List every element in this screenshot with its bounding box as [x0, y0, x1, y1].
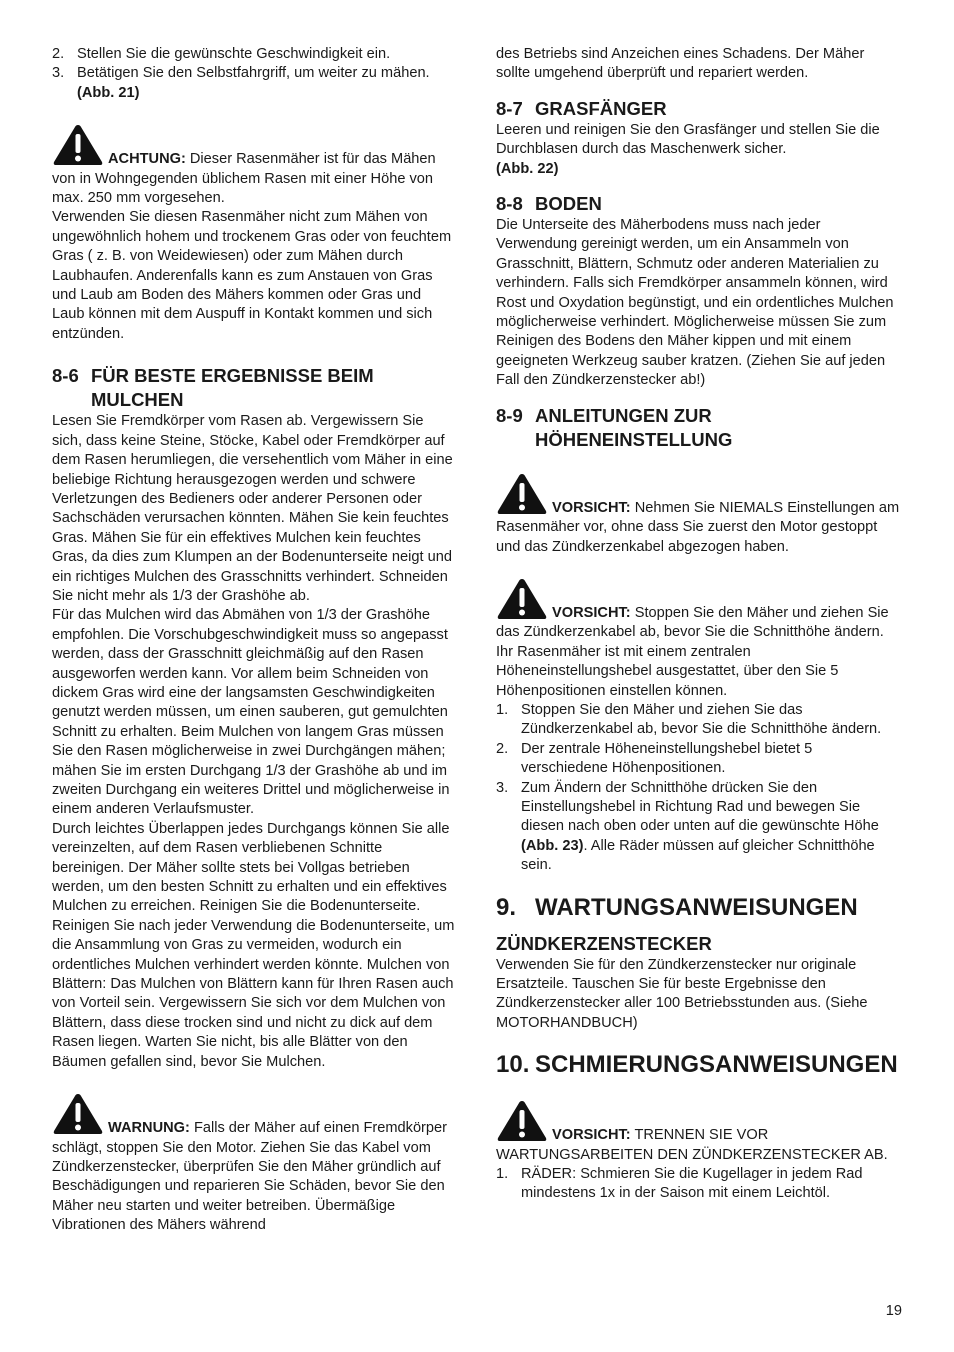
section-heading-8-9 — [496, 404, 901, 452]
page-number: 19 — [885, 1303, 902, 1319]
vorsicht-label: VORSICHT: — [552, 499, 631, 516]
section-title-line: ANLEITUNGEN ZUR — [535, 404, 712, 426]
section-title: BODEN — [535, 193, 602, 215]
chapter-number: 10. — [496, 1051, 530, 1079]
warnung-label: WARNUNG: — [108, 1120, 190, 1137]
warning-triangle-icon — [52, 1092, 104, 1136]
lubrication-steps — [496, 1165, 901, 1204]
section-number: 8-9 — [496, 404, 523, 426]
section-title-line: HÖHENEINSTELLUNG — [535, 428, 733, 450]
paragraph: Ihr Rasenmäher ist mit einem zentralen Höheneinstellungshebel ausgestattet, über den Sie 5 Höhenpositionen einstellen können. — [496, 643, 839, 699]
vorsicht-text: Stoppen Sie den Mäher und ziehen Sie das Zündkerzenkabel ab, bevor Sie die Schnitthöhe ändern. — [496, 604, 889, 641]
figure-ref: (Abb. 23) — [521, 837, 584, 854]
section-heading-8-8 — [496, 192, 901, 216]
paragraph: des Betriebs sind Anzeichen eines Schadens. Der Mäher sollte umgehend überprüft und repariert werden. — [496, 46, 865, 82]
chapter-heading-9 — [496, 894, 901, 922]
section-title-line: FÜR BESTE ERGEBNISSE BEIM — [91, 365, 374, 387]
list-item — [52, 45, 457, 64]
vorsicht-text: Nehmen Sie NIEMALS Einstellungen am Rasenmäher vor, ohne dass Sie zuerst den Motor gestoppt und das Zündkerzenkabel abgezogen haben. — [496, 499, 900, 555]
vorsicht-text: TRENNEN SIE VOR WARTUNGSARBEITEN DEN ZÜNDKERZENSTECKER AB. — [496, 1127, 888, 1163]
list-number: 2. — [52, 46, 65, 62]
list-item — [496, 740, 901, 779]
paragraph: Reinigen Sie nach jeder Verwendung die Bodenunterseite, um die Ansammlung von Gras zu vermeiden, wodurch ein ordentliches Mulchen verhindert werden könnte. Mulchen von Blättern: Das Mulchen von Blättern kann für Ihren Rasen auch von Vorteil sein. Vergewissern Sie sich vor dem Mulchen von Blättern, dass diese trocken sind und nicht zu dick auf dem Rasen liegen. Warten Sie nicht, bis alle Blätter von den Bäumen gefallen sind, bevor Sie Mulchen. — [52, 917, 455, 1070]
achtung-label: ACHTUNG: — [108, 151, 186, 168]
list-item — [52, 64, 457, 103]
vorsicht-notice — [496, 577, 901, 643]
left-column — [52, 45, 457, 1236]
list-item — [496, 779, 901, 876]
warning-triangle-icon — [496, 577, 548, 621]
list-number: 2. — [496, 740, 509, 757]
continued-steps — [52, 45, 457, 103]
warnung-notice — [52, 1092, 457, 1235]
height-steps — [496, 701, 901, 876]
paragraph: Durch leichtes Überlappen jedes Durchgangs können Sie alle vereinzelten, auf dem Rasen verbliebenen Schnitte bereinigen. Der Mäher sollte stets bei Vollgas betrieben werden, um den besten Schnitt zu erhalten und ein effektives Mulchen zu erreichen. Reinigen Sie die Bodenunterseite. — [52, 820, 450, 915]
list-number: 1. — [496, 1166, 509, 1183]
achtung-notice — [52, 123, 457, 208]
list-text: RÄDER: Schmieren Sie die Kugellager in jedem Rad mindestens 1x in der Saison mit einem Leichtöl. — [521, 1166, 863, 1202]
list-text: . Alle Räder müssen auf gleicher Schnitthöhe sein. — [521, 837, 875, 874]
warning-triangle-icon — [496, 1099, 548, 1143]
section-number: 8-7 — [496, 97, 523, 119]
achtung-text: Dieser Rasenmäher ist für das Mähen von in Wohngegenden üblichem Rasen mit einer Höhe von max. 250 mm vorgesehen. — [52, 151, 436, 207]
paragraph: Lesen Sie Fremdkörper vom Rasen ab. Vergewissern Sie sich, dass keine Steine, Stöcke, Kabel oder Fremdkörper auf dem Rasen herumliegen, die versehentlich vom Mäher in eine beliebige Richtung herausgezogen werden und schwere Verletzungen des Bedieners oder anderer Personen oder Sachschäden verursachen könnten. Mähen Sie kein feuchtes Gras. Mähen Sie für ein effektives Mulchen kein feuchtes Gras, da dies zum Klumpen an der Bodenunterseite neigt und ein richtiges Mulchen des Grasschnitts verhindert. Schneiden Sie nicht mehr als 1/3 der Grashöhe ab. — [52, 413, 453, 604]
vorsicht-label: VORSICHT: — [552, 604, 631, 621]
list-text: Zum Ändern der Schnitthöhe drücken Sie den Einstellungshebel in Richtung Rad und bewegen Sie diesen nach oben oder unten auf die gewünschte Höhe — [521, 779, 879, 835]
section-number: 8-8 — [496, 193, 523, 215]
warning-triangle-icon — [52, 123, 104, 167]
list-text: Stoppen Sie den Mäher und ziehen Sie das Zündkerzenkabel ab, bevor Sie die Schnitthöhe ändern. — [521, 701, 882, 738]
figure-ref: (Abb. 21) — [77, 84, 140, 101]
paragraph: Die Unterseite des Mäherbodens muss nach jeder Verwendung gereinigt werden, um ein Ansammeln von Grasschnitt, Blättern, Schmutz oder anderen Materialien zu verhindern. Falls sich Fremdkörper ansammeln können, wird Rost und Oxydation begünstigt, und ein ordentliches Mulchen möglicherweise verhindert. Möglicherweise müssen Sie zum Reinigen des Bodens den Mäher kippen und mit einem geeigneten Werkzeug sauber kratzen. (Ziehen Sie auf jeden Fall den Zündkerzenstecker ab!) — [496, 217, 894, 389]
paragraph: Verwenden Sie diesen Rasenmäher nicht zum Mähen von ungewöhnlich hohem und trockenem Gras oder von feuchtem Gras ( z. B. von Weidewiesen) oder zum Mähen durch Laubhaufen. Anderenfalls kann es zum Anstauen von Gras und Laub am Boden des Mähers kommen oder Gras und Laub können mit dem Auspuff in Kontakt kommen und sich entzünden. — [52, 209, 452, 342]
vorsicht-notice — [496, 472, 901, 557]
chapter-number: 9. — [496, 893, 517, 921]
vorsicht-notice — [496, 1099, 901, 1165]
list-text: Der zentrale Höheneinstellungshebel bietet 5 verschiedene Höhenpositionen. — [521, 740, 813, 777]
paragraph: Leeren und reinigen Sie den Grasfänger und stellen Sie die Durchblasen durch das Maschenwerk sicher. — [496, 121, 880, 158]
section-title: GRASFÄNGER — [535, 97, 667, 119]
figure-ref: (Abb. 22) — [496, 160, 559, 177]
paragraph: Für das Mulchen wird das Abmähen von 1/3 der Grashöhe empfohlen. Die Vorschubgeschwindigkeit muss so angepasst werden, dass der Grasschnitt gleichmäßig auf den Rasen ausgeworfen werden kann. Vor allem beim Schneiden von dickem Gras wird eine der langsamsten Geschwindigkeiten genutzt werden müssen, um einen sauberen, gut gemulchten Schnitt zu erhalten. Beim Mulchen von langem Gras müssen Sie den Rasen möglicherweise in zwei Durchgängen mähen; mähen Sie im ersten Durchgang 1/3 der Grashöhe ab und im zweiten Durchgang ein weiteres Drittel und möglicherweise in einem anderen Verlaufsmuster. — [52, 607, 450, 818]
section-heading-8-7 — [496, 97, 901, 121]
subsection-heading: ZÜNDKERZENSTECKER — [496, 932, 712, 954]
list-item — [496, 1165, 901, 1204]
list-item — [496, 701, 901, 740]
list-text: Betätigen Sie den Selbstfahrgriff, um weiter zu mähen. — [77, 65, 430, 82]
list-number: 1. — [496, 701, 509, 718]
section-heading-8-6 — [52, 364, 457, 412]
warnung-text: Falls der Mäher auf einen Fremdkörper schlägt, stoppen Sie den Motor. Ziehen Sie das Kabel vom Zündkerzenstecker, überprüfen Sie den Mäher gründlich auf Beschädigungen und reparieren Sie Schäden, bevor Sie den Mäher neu starten und weiter betreiben. Übermäßige Vibrationen des Mähers während — [52, 1120, 448, 1234]
chapter-title: WARTUNGSANWEISUNGEN — [535, 893, 858, 921]
chapter-title: SCHMIERUNGSANWEISUNGEN — [535, 1051, 898, 1079]
list-number: 3. — [52, 65, 65, 82]
section-number: 8-6 — [52, 365, 79, 387]
warning-triangle-icon — [496, 472, 548, 516]
right-column — [496, 45, 901, 1204]
chapter-heading-10 — [496, 1051, 901, 1079]
vorsicht-label: VORSICHT: — [552, 1127, 631, 1144]
section-title-line: MULCHEN — [91, 389, 184, 411]
list-number: 3. — [496, 779, 509, 796]
paragraph: Verwenden Sie für den Zündkerzenstecker nur originale Ersatzteile. Tauschen Sie für beste Ergebnisse den Zündkerzenstecker aller 100 Betriebsstunden aus. (Siehe MOTORHANDBUCH) — [496, 956, 868, 1031]
list-text: Stellen Sie die gewünschte Geschwindigkeit ein. — [77, 46, 391, 62]
